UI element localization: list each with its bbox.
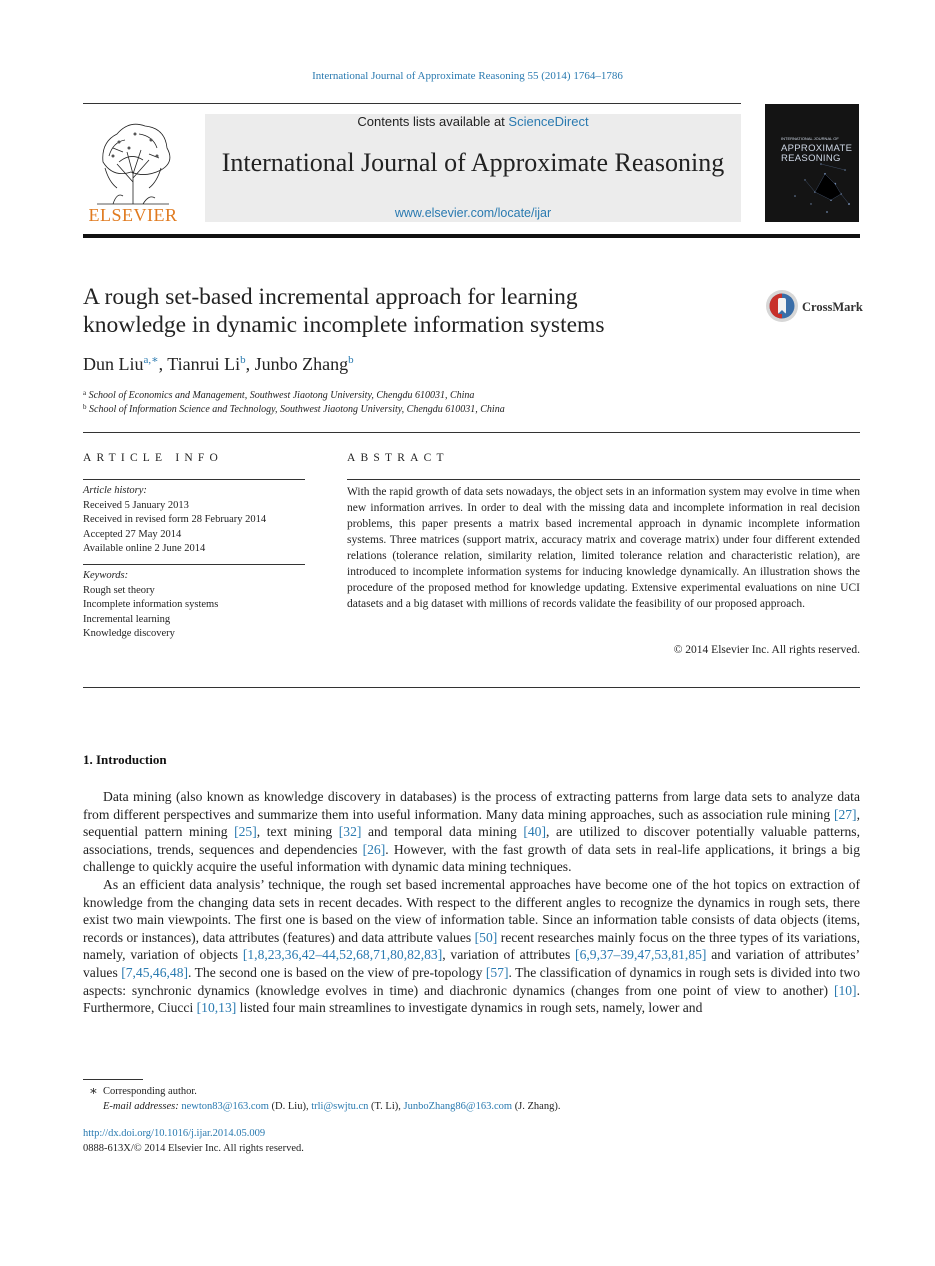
email-owner: (J. Zhang). bbox=[512, 1101, 561, 1112]
paragraph-text: , variation of attributes bbox=[442, 947, 576, 963]
header-divider bbox=[83, 103, 741, 104]
email-owner: (T. Li), bbox=[368, 1101, 404, 1112]
cover-title-line2: REASONING bbox=[781, 153, 841, 164]
paper-title-line2: knowledge in dynamic incomplete information systems bbox=[83, 312, 605, 338]
paragraph-text: , text mining bbox=[256, 824, 339, 840]
paragraph-text: . The classification of dynamics in rough sets is divided into two aspects: synchronic dynamics (knowledge evolves in time) and diachronic dynamics (changes from one point of view to another) bbox=[83, 964, 860, 998]
paragraph-text: recent researches mainly focus on the three types of its variations, namely, variation of objects bbox=[83, 929, 860, 963]
history-item: Received in revised form 28 February 2014 bbox=[83, 514, 267, 525]
elsevier-wordmark: ELSEVIER bbox=[88, 205, 178, 225]
cover-title bbox=[781, 134, 852, 164]
citation-link[interactable]: [32] bbox=[338, 824, 362, 840]
paper-title bbox=[83, 283, 723, 339]
affiliation-sup: a bbox=[83, 389, 87, 397]
citation-link[interactable]: [40] bbox=[523, 824, 547, 840]
keywords bbox=[83, 569, 218, 642]
paragraph-text: . Furthermore, Ciucci bbox=[83, 982, 860, 1016]
paragraph-text: . The second one is based on the view of pre-topology bbox=[188, 964, 486, 980]
email-link[interactable]: newton83@163.com bbox=[181, 1101, 269, 1112]
email-owner: (D. Liu), bbox=[268, 1101, 312, 1112]
paragraph-text: Data mining (also known as knowledge discovery in databases) is the process of extracting patterns from large data sets to analyze data from different perspectives and summarize them into useful information. Many data mining approaches, such as association rule mining bbox=[83, 789, 860, 822]
paragraph-text: As an efficient data analysis’ technique, the rough set based incremental approaches have become one of the hot topics on extraction of knowledge from the changing data sets in recent decades. With respect to the different angles to recognize the dynamics in rough sets, there exist two main viewpoints. The first one is based on the view of information table. Since an information table consists of data objects (items, records or instances), data attributes (features) and data attribute values bbox=[83, 876, 860, 945]
citation-link[interactable]: [6,9,37–39,47,53,81,85] bbox=[575, 947, 707, 963]
article-history bbox=[83, 484, 266, 557]
citation-link[interactable]: [57] bbox=[485, 964, 509, 980]
abstract-text: With the rapid growth of data sets nowadays, the object sets in an information system may evolve in time when new information arrives. In order to deal with the missing data and incomplete information in real decision problems, this paper presents a matrix based incremental approach in dynamic incomplete information systems. Three matrices (support matrix, accuracy matrix and coverage matrix) under four different extended relations (tolerance relation, similarity relation, limited tolerance relation and characteristic relation), are introduced to incomplete information systems for inducing knowledge dynamically. An illustration shows the procedure of the proposed method for knowledge updating. Extensive experimental evaluations on nine UCI datasets and a big dataset with millions of records validate the feasibility of our proposed approach. bbox=[347, 486, 860, 610]
journal-url-link[interactable]: www.elsevier.com/locate/ijar bbox=[394, 206, 552, 220]
paragraph-text: and temporal data mining bbox=[361, 824, 524, 840]
crossmark-icon[interactable] bbox=[764, 288, 800, 324]
article-info-heading: ARTICLE INFO bbox=[83, 452, 223, 464]
paragraph-text: , sequential pattern mining bbox=[83, 806, 860, 840]
author-affil-sup[interactable]: a,∗ bbox=[143, 354, 159, 366]
paragraph-text: . However, with the fast growth of data sets in real-life applications, it brings a big challenge to quickly acquire the useful information with dynamic data mining techniques. bbox=[83, 841, 860, 875]
abstract-rule bbox=[347, 479, 860, 480]
affiliation-text: School of Economics and Management, Southwest Jiaotong University, Chengdu 610031, China bbox=[88, 390, 475, 401]
email-link[interactable]: JunboZhang86@163.com bbox=[403, 1101, 513, 1112]
footnote-rule bbox=[83, 1079, 143, 1080]
citation-link[interactable]: [10] bbox=[833, 982, 857, 998]
contents-line bbox=[205, 114, 741, 129]
journal-title: International Journal of Approximate Reasoning bbox=[221, 148, 725, 177]
keyword-item: Incomplete information systems bbox=[83, 599, 219, 610]
journal-reference[interactable]: International Journal of Approximate Reasoning 55 (2014) 1764–1786 bbox=[312, 70, 623, 82]
abstract-copyright: © 2014 Elsevier Inc. All rights reserved. bbox=[673, 644, 860, 656]
paragraph-text: and variation of attributes’ values bbox=[83, 947, 861, 980]
abstract-heading: ABSTRACT bbox=[347, 452, 449, 464]
header-thick-rule bbox=[83, 234, 860, 238]
author-name: Dun Liu bbox=[83, 354, 144, 374]
citation-link[interactable]: [10,13] bbox=[196, 1000, 237, 1016]
email-link[interactable]: trli@swjtu.cn bbox=[311, 1101, 369, 1112]
issn-line: 0888-613X/© 2014 Elsevier Inc. All rights reserved. bbox=[83, 1143, 304, 1154]
citation-link[interactable]: [26] bbox=[362, 841, 386, 857]
intro-paragraph bbox=[83, 788, 860, 876]
contents-prefix: Contents lists available at bbox=[357, 114, 509, 129]
citation-link[interactable]: [7,45,46,48] bbox=[121, 964, 189, 980]
sciencedirect-link[interactable]: ScienceDirect bbox=[508, 114, 589, 129]
author-sep: , bbox=[158, 354, 168, 374]
author-affil-sup[interactable]: b bbox=[348, 354, 354, 366]
keyword-item: Incremental learning bbox=[83, 613, 171, 625]
cover-title-line1: APPROXIMATE bbox=[781, 143, 853, 154]
article-info-rule bbox=[83, 479, 305, 480]
keyword-item: Rough set theory bbox=[83, 584, 155, 596]
intro-body bbox=[83, 788, 860, 1017]
affiliation-divider bbox=[83, 432, 860, 433]
citation-link[interactable]: [27] bbox=[833, 806, 857, 822]
author-name: Junbo Zhang bbox=[254, 354, 349, 374]
footnote-star: ∗ bbox=[89, 1083, 98, 1098]
email-label: E-mail addresses: bbox=[103, 1101, 182, 1112]
email-footnote bbox=[103, 1101, 560, 1112]
keyword-item: Knowledge discovery bbox=[83, 628, 175, 639]
doi-link[interactable]: http://dx.doi.org/10.1016/j.ijar.2014.05.009 bbox=[83, 1128, 266, 1139]
author-sep: , bbox=[245, 354, 255, 374]
affiliation-text: School of Information Science and Technology, Southwest Jiaotong University, Chengdu 610031, China bbox=[89, 404, 505, 415]
author-name: Tianrui Li bbox=[167, 354, 241, 374]
history-item: Accepted 27 May 2014 bbox=[83, 528, 182, 540]
corresponding-author-note: Corresponding author. bbox=[103, 1086, 197, 1097]
paper-title-line1: A rough set-based incremental approach for learning bbox=[83, 284, 578, 310]
article-history-heading: Article history: bbox=[83, 485, 147, 496]
affiliation bbox=[83, 403, 505, 415]
citation-link[interactable]: [25] bbox=[234, 824, 257, 840]
history-item: Available online 2 June 2014 bbox=[83, 543, 206, 554]
intro-paragraph bbox=[83, 876, 860, 1017]
affiliation-sup: b bbox=[83, 403, 87, 411]
keywords-heading: Keywords: bbox=[83, 570, 129, 581]
abstract-bottom-rule bbox=[83, 687, 860, 688]
keywords-rule bbox=[83, 564, 305, 565]
section-heading: 1. Introduction bbox=[83, 752, 167, 767]
history-item: Received 5 January 2013 bbox=[83, 499, 189, 511]
affiliation bbox=[83, 389, 474, 401]
author-affil-sup[interactable]: b bbox=[240, 354, 246, 366]
paragraph-text: , are utilized to discover potentially valuable patterns, associations, trends, sequences and dependencies bbox=[83, 824, 860, 857]
cover-small-title: INTERNATIONAL JOURNAL OF bbox=[781, 136, 839, 141]
crossmark-label[interactable]: CrossMark bbox=[802, 300, 863, 314]
citation-link[interactable]: [1,8,23,36,42–44,52,68,71,80,82,83] bbox=[242, 947, 443, 963]
citation-link[interactable]: [50] bbox=[474, 929, 498, 945]
author-list bbox=[83, 353, 354, 375]
journal-cover-image[interactable] bbox=[765, 104, 859, 222]
paragraph-text: listed four main streamlines to investigate dynamics in rough sets, namely, lower and bbox=[236, 1000, 703, 1016]
